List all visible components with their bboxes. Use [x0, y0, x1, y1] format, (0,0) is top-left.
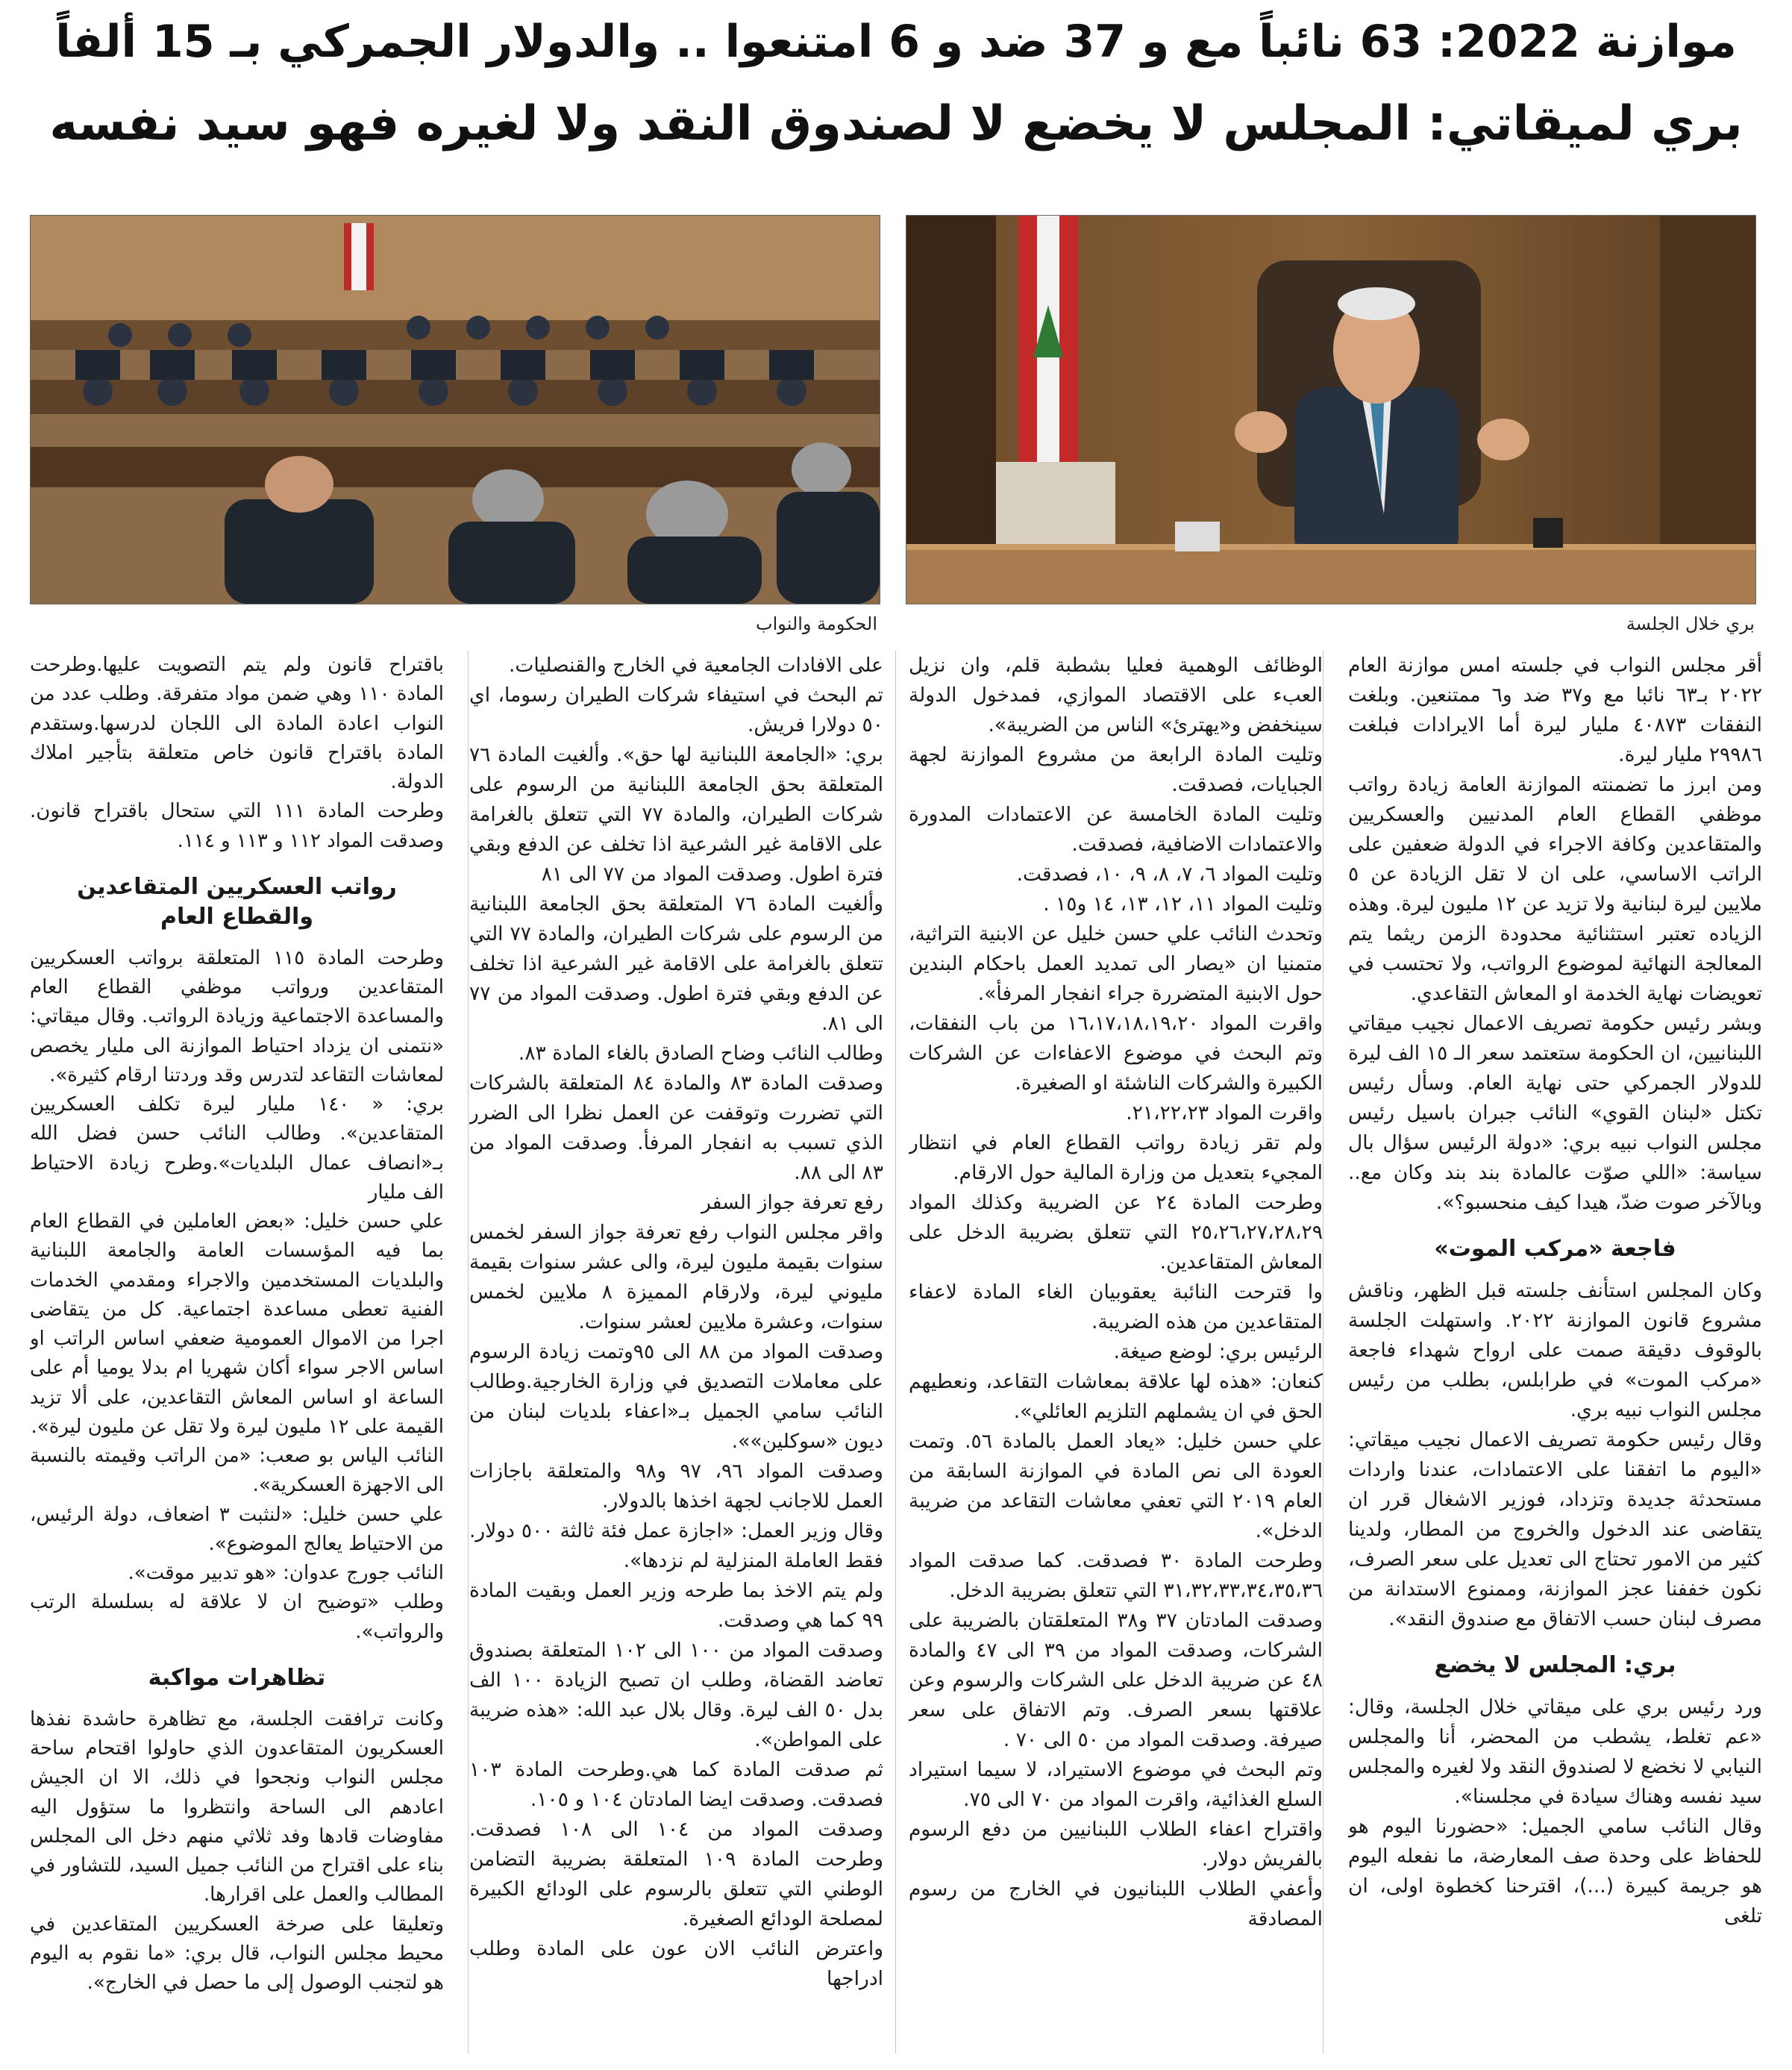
article-paragraph: وتليت المادة الرابعة من مشروع الموازنة لجهة الجبايات، فصدقت. — [909, 743, 1323, 796]
article-paragraph: رفع تعرفة جواز السفر — [701, 1191, 883, 1214]
headline-line-2: بري لميقاتي: المجلس لا يخضع لا لصندوق النقد ولا لغيره فهو سيد نفسه — [49, 96, 1743, 151]
article-paragraph: واعترض النائب الان عون على المادة وطلب ادراجها — [469, 1937, 883, 1990]
article-paragraph: واقرت المواد ١٦،١٧،١٨،١٩،٢٠ من باب النفقات، وتم البحث في موضوع الاعفاءات عن الشركات الكبيرة والشركات الناشئة او الصغيرة. — [909, 1012, 1323, 1095]
article-paragraph: وصدقت المواد من ١٠٠ الى ١٠٢ المتعلقة بصندوق تعاضد القضاة، وطلب ان تصبح الزيادة ١٠٠ الف بدل ٥٠ الف ليرة. وقال بلال عبد الله: «هذه ضريبة على المواطن». — [469, 1639, 883, 1751]
article-paragraph: وقال رئيس حكومة تصريف الاعمال نجيب ميقاتي: «اليوم ما اتفقنا على الاعتمادات، عندنا واردات مستحدثة جديدة وتزداد، فوزير الاشغال قرر ان يتقاضى عند الدخول والخروج من المطار، ولدينا كثير من الامور تحتاج الى تعديل على سعر الصرف، نكون خففنا عجز الموازنة، وممنوع الاستدانة من مصرف لبنان حسب الاتفاق مع صندوق النقد». — [1348, 1428, 1762, 1630]
article-paragraph: وطرحت المادة ١١١ التي ستحال باقتراح قانون. وصدقت المواد ١١٢ و ١١٣ و ١١٤. — [30, 800, 444, 852]
article-paragraph: بري: « ١٤٠ مليار ليرة تكلف العسكريين المتقاعدين». وطالب النائب حسن فضل الله بـ«انصاف عمال البلديات».وطرح زيادة الاحتياط الف مليار — [30, 1093, 444, 1204]
headline-line-1: موازنة 2022: 63 نائباً مع و 37 ضد و 6 امتنعوا .. والدولار الجمركي بـ 15 ألفاً — [55, 16, 1737, 68]
article-paragraph: ومن ابرز ما تضمنته الموازنة العامة زيادة رواتب موظفي القطاع العام المدنيين والعسكريين والمتقاعدين وكافة الاجراء في الدولة ضعفين على الراتب الاساسي، على ان لا تقل الزيادة عن ٥ ملايين ليرة لبنانية ولا تزيد عن ١٢ مليون ليرة. وهذه الزياده تعتبر استثنائية محدودة الزمن ريثما يتم المعالجة النهائية لموضوع الرواتب، ولا تحتسب في تعويضات نهاية الخدمة او المعاش التقاعدي. — [1348, 773, 1762, 1005]
article-paragraph: وتم البحث في موضوع الاستيراد، لا سيما استيراد السلع الغذائية، واقرت المواد من ٧٠ الى ٧٥. — [909, 1758, 1323, 1811]
article-column-3 — [469, 651, 883, 2061]
article-paragraph: وطالب النائب وضاح الصادق بالغاء المادة ٨٣. — [518, 1042, 883, 1065]
article-paragraph: واقتراح اعفاء الطلاب اللبنانيين من دفع الرسوم بالفريش دولار. — [909, 1818, 1323, 1871]
article-paragraph: واقر مجلس النواب رفع تعرفة جواز السفر لخمس سنوات بقيمة مليون ليرة، والى عشر سنوات بقيمة مليوني ليرة، ولارقام المميزة ٨ ملايين لخمس سنوات، وعشرة ملايين لعشر سنوات. — [469, 1221, 883, 1333]
article-paragraph: ولم تقر زيادة رواتب القطاع العام في انتظار المجيء بتعديل من وزارة المالية حول الارقام. — [909, 1131, 1323, 1184]
article-paragraph: وتليت المادة الخامسة عن الاعتمادات المدورة والاعتمادات الاضافية، فصدقت. — [909, 803, 1323, 856]
article-paragraph: وصدقت المادتان ٣٧ و٣٨ المتعلقتان بالضريبة على الشركات، وصدقت المواد من ٣٩ الى ٤٧ والمادة ٤٨ عن ضريبة الدخل على الشركات والرسوم وعن علاقتها بسعر الصرف. وتم الاتفاق على سعر صيرفة. وصدقت المواد من ٥٠ الى ٧٠ . — [909, 1609, 1323, 1751]
article-paragraph: ثم صدقت المادة كما هي.وطرحت المادة ١٠٣ فصدقت. وصدقت ايضا المادتان ١٠٤ و ١٠٥. — [469, 1758, 883, 1811]
photo-parliament-hall — [30, 215, 880, 604]
article-paragraph: وتليت المواد ١١، ١٢، ١٣، ١٤ و١٥ . — [1043, 892, 1323, 916]
article-paragraph: وكان المجلس استأنف جلسته قبل الظهر، وناقش مشروع قانون الموازنة ٢٠٢٢. واستهلت الجلسة بالوقوف دقيقة صمت على ارواح شهداء فاجعة «مركب الموت» في طرابلس، بطلب من رئيس مجلس النواب نبيه بري. — [1348, 1279, 1762, 1422]
article-column-1 — [1348, 651, 1762, 2061]
article-paragraph: على الافادات الجامعية في الخارج والقنصليات. — [508, 654, 883, 677]
article-paragraph: وطلب «توضيح ان لا علاقة له بسلسلة الرتب والرواتب». — [30, 1591, 444, 1643]
article-paragraph: تم البحث في استيفاء شركات الطيران رسوما، اي ٥٠ دولارا فريش. — [469, 684, 883, 737]
article-paragraph: النائب الياس بو صعب: «من الراتب وقيمته بالنسبة الى الاجهزة العسكرية». — [30, 1445, 444, 1497]
photo-berri-session — [906, 215, 1756, 604]
article-paragraph: وتعليقا على صرخة العسكريين المتقاعدين في محيط مجلس النواب، قال بري: «ما نقوم به اليوم هو لتجنب الوصول إلى ما حصل في الخارج». — [30, 1913, 444, 1994]
article-paragraph: وأعفي الطلاب اللبنانيون في الخارج من رسوم المصادقة — [909, 1877, 1323, 1930]
article-paragraph: واقرت المواد ٢١،٢٢،٢٣. — [1126, 1101, 1323, 1125]
article-paragraph: وقال وزير العمل: «اجازة عمل فئة ثالثة ٥٠٠ دولار. فقط العاملة المنزلية لم نزدها». — [469, 1519, 883, 1572]
article-paragraph: وألغيت المادة ٧٦ المتعلقة بحق الجامعة اللبنانية من الرسوم على شركات الطيران، والمادة ٧٧ التي تتعلق بالغرامة على الاقامة غير الشرعية اذا تخلف عن الدفع وبقي فترة اطول. وصدقت المواد من ٧٧ الى ٨١. — [469, 892, 883, 1035]
article-paragraph: وطرحت المادة ١١٥ المتعلقة برواتب العسكريين المتقاعدين ورواتب موظفي القطاع العام والمساعدة الاجتماعية وزيادة الرواتب. وقال ميقاتي: «نتمنى ان يزداد احتياط الموازنة الى مليار يخصص لمعاشات التقاعد لتدرس وقد وردتنا ارقام كثيرة». — [30, 946, 444, 1086]
article-paragraph: الرئيس بري: لوضع صيغة. — [1113, 1340, 1323, 1363]
section-subheading: تظاهرات مواكبة — [148, 1664, 326, 1691]
article-paragraph: وصدقت المواد ٩٦، ٩٧ و٩٨ والمتعلقة باجازات العمل للاجانب لجهة اخذها بالدولار. — [469, 1460, 883, 1513]
section-subheading: بري: المجلس لا يخضع — [1434, 1652, 1676, 1678]
article-column-4 — [30, 651, 444, 2061]
article-paragraph: النائب جورج عدوان: «هو تدبير موقت». — [128, 1562, 444, 1584]
article-paragraph: وطرحت المادة ٣٠ فصدقت. كما صدقت المواد ٣١،٣٢،٣٣،٣٤،٣٥،٣٦ التي تتعلق بضريبة الدخل. — [909, 1549, 1323, 1602]
article-paragraph: كنعان: «هذه لها علاقة بمعاشات التقاعد، ونعطيهم الحق في ان يشملهم التلزيم العائلي». — [909, 1370, 1323, 1423]
article-paragraph: علي حسن خليل: «بعض العاملين في القطاع العام بما فيه المؤسسات العامة والجامعة اللبنانية والبلديات المستخدمين والاجراء ومقدمي الخدمات الفنية تعطى مساعدة اجتماعية. كل من يتقاضى اجرا من الاموال العمومية ضعفي اساس الراتب او اساس الاجر سواء أكان شهريا ام بدلا يوميا أم على الساعة او اساس المعاش التقاعدين، على ألا تزيد القيمة على ١٢ مليون ليرة ولا تقل عن مليون ليرة». — [30, 1210, 444, 1438]
article-paragraph: وكانت ترافقت الجلسة، مع تظاهرة حاشدة نفذها العسكريون المتقاعدون الذي حاولوا اقتحام ساحة مجلس النواب ونجحوا في ذلك، الا ان الجيش اعادهم الى الساحة وانتظروا ما ستؤول اليه مفاوضات قادها وفد ثلاثي منهم دخل الى المجلس بناء على اقتراح من النائب جميل السيد، للتشاور في المطالب والعمل على اقرارها. — [30, 1707, 444, 1907]
article-paragraph: علي حسن خليل: «لنثبت ٣ اضعاف، دولة الرئيس، من الاحتياط يعالج الموضوع». — [30, 1503, 444, 1555]
article-paragraph: ورد رئيس بري على ميقاتي خلال الجلسة، وقال: «عم تغلط، يشطب من المحضر، أنا والمجلس النيابي لا نخضع لا لصندوق النقد ولا لغيره والمجلس سيد نفسه وهناك سيادة في مجلسنا». — [1348, 1695, 1762, 1808]
article-paragraph: وصدقت المادة ٨٣ والمادة ٨٤ المتعلقة بالشركات التي تضررت وتوقفت عن العمل نظرا الى الضرر الذي تسبب به انفجار المرفأ. وصدقت المواد من ٨٣ الى ٨٨. — [469, 1072, 883, 1184]
article-paragraph: وبشر رئيس حكومة تصريف الاعمال نجيب ميقاتي اللبنانيين، ان الحكومة ستعتمد سعر الـ ١٥ الف ليرة للدولار الجمركي حتى نهاية العام. وسأل رئيس تكتل «لبنان القوي» النائب جبران باسيل رئيس مجلس النواب نبيه بري: «دولة الرئيس سؤال بال سياسة: «اللي صوّت عالمادة بند بند وكان مع.. وبالآخر صوت ضدّ، هيدا كيف منحسبو؟». — [1348, 1012, 1762, 1214]
article-paragraph: باقتراح قانون ولم يتم التصويت عليها.وطرحت المادة ١١٠ وهي ضمن مواد متفرقة. وطلب عدد من النواب اعادة المادة الى اللجان لدرسها.وستقدم المادة باقتراح قانون خاص متعلقة بتأجير املاك الدولة. — [30, 654, 444, 793]
photo-caption-berri: بري خلال الجلسة — [1626, 613, 1755, 634]
article-paragraph: علي حسن خليل: «يعاد العمل بالمادة ٥٦. وتمت العودة الى نص المادة في الموازنة السابقة من العام ٢٠١٩ التي تعفي معاشات التقاعد من ضريبة الدخل». — [909, 1430, 1323, 1542]
section-subheading: رواتب العسكريين المتقاعدين والقطاع العام — [77, 873, 397, 930]
article-paragraph: وتليت المواد ٦، ٧، ٨، ٩، ١٠، فصدقت. — [1016, 863, 1323, 886]
article-column-2 — [909, 651, 1323, 2061]
article-paragraph: وا قترحت النائبة يعقوبيان الغاء المادة لاعفاء المتقاعدين من هذه الضريبة. — [909, 1281, 1323, 1333]
article-paragraph: أقر مجلس النواب في جلسته امس موازنة العام ٢٠٢٢ بـ٦٣ نائبا مع و٣٧ ضد و٦ ممتنعين. وبلغت النفقات ٤٠٨٧٣ مليار ليرة أما الايرادات فبلغت ٢٩٩٨٦ مليار ليرة. — [1348, 654, 1762, 766]
article-paragraph: الوظائف الوهمية فعليا بشطبة قلم، وان نزيل العبء على الاقتصاد الموازي، فمدخول الدولة سينخفض و«يهترئ» الناس من الضريبة». — [909, 654, 1323, 737]
article-paragraph: وصدقت المواد من ١٠٤ الى ١٠٨ فصدقت. وطرحت المادة ١٠٩ المتعلقة بضريبة التضامن الوطني التي تتعلق بالرسوم على الودائع الكبيرة لمصلحة الودائع الصغيرة. — [469, 1818, 883, 1930]
photo-caption-government: الحكومة والنواب — [756, 613, 877, 634]
article-paragraph: وقال النائب سامي الجميل: «حضورنا اليوم هو للحفاظ على وحدة صف المعارضة، ما نفعله اليوم هو جريمة كبيرة (...)، اقترحنا كخطوة اولى، ان تلغى — [1348, 1815, 1762, 1927]
article-paragraph: ولم يتم الاخذ بما طرحه وزير العمل وبقيت المادة ٩٩ كما هي وصدقت. — [469, 1579, 883, 1632]
article-paragraph: وصدقت المواد من ٨٨ الى ٩٥وتمت زيادة الرسوم على معاملات التصديق في وزارة الخارجية.وطالب النائب سامي الجميل بـ«اعفاء بلديات لبنان من ديون «سوكلين»». — [469, 1340, 883, 1453]
article-body — [30, 651, 1762, 2061]
article-paragraph: وطرحت المادة ٢٤ عن الضريبة وكذلك المواد ٢٥،٢٦،٢٧،٢٨،٢٩ التي تتعلق بضريبة الدخل على المعاش المتقاعدين. — [909, 1191, 1323, 1274]
article-paragraph: وتحدث النائب علي حسن خليل عن الابنية التراثية، متمنيا ان «يصار الى تمديد العمل باحكام البندين حول الابنية المتضررة جراء انفجار المرفأ». — [909, 922, 1323, 1005]
section-subheading: فاجعة «مركب الموت» — [1434, 1236, 1676, 1262]
article-paragraph: بري: «الجامعة اللبنانية لها حق». وألغيت المادة ٧٦ المتعلقة بحق الجامعة اللبنانية من الرسوم على شركات الطيران، والمادة ٧٧ التي تتعلق بالغرامة على الاقامة غير الشرعية اذا تخلف عن الدفع وبقي فترة اطول. وصدقت المواد من ٧٧ الى ٨١ — [469, 743, 883, 886]
